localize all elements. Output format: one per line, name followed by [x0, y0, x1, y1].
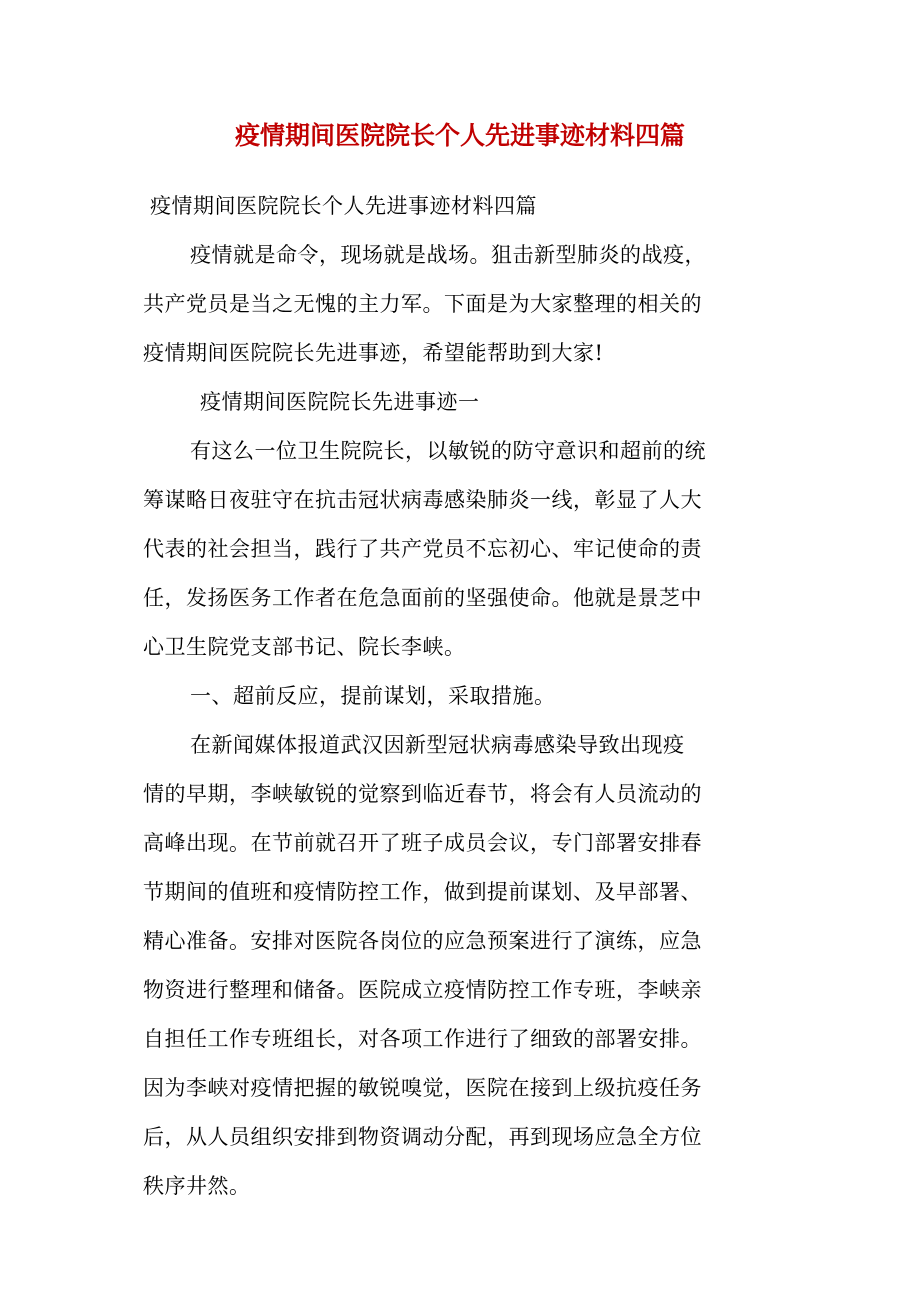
paragraph-line: 心卫生院党支部书记、院长李峡。	[143, 635, 466, 659]
paragraph-line: 物资进行整理和储备。医院成立疫情防控工作专班，李峡亲	[143, 978, 702, 1002]
document-title: 疫情期间医院院长个人先进事迹材料四篇	[234, 121, 685, 150]
paragraph-line: 在新闻媒体报道武汉因新型冠状病毒感染导致出现疫	[190, 733, 685, 757]
paragraph-line: 后，从人员组织安排到物资调动分配，再到现场应急全方位	[143, 1125, 702, 1149]
paragraph-line: 精心准备。安排对医院各岗位的应急预案进行了演练，应急	[143, 929, 702, 953]
paragraph-line: 代表的社会担当，践行了共产党员不忘初心、牢记使命的责	[143, 537, 702, 561]
paragraph-line: 有这么一位卫生院院长，以敏锐的防守意识和超前的统	[190, 439, 706, 463]
paragraph-line: 疫情期间医院院长先进事迹，希望能帮助到大家!	[143, 341, 604, 365]
paragraph-line: 自担任工作专班组长，对各项工作进行了细致的部署安排。	[143, 1027, 702, 1051]
paragraph-line: 任，发扬医务工作者在危急面前的坚强使命。他就是景芝中	[143, 586, 702, 610]
paragraph-line: 节期间的值班和疫情防控工作，做到提前谋划、及早部署、	[143, 880, 702, 904]
paragraph-line: 共产党员是当之无愧的主力军。下面是为大家整理的相关的	[143, 292, 702, 316]
paragraph-line: 因为李峡对疫情把握的敏锐嗅觉，医院在接到上级抗疫任务	[143, 1076, 702, 1100]
paragraph-line: 秩序井然。	[143, 1174, 251, 1198]
paragraph-line: 疫情就是命令，现场就是战场。狙击新型肺炎的战疫，	[190, 243, 706, 267]
subtitle-line: 疫情期间医院院长个人先进事迹材料四篇	[150, 194, 537, 218]
section-heading: 一、超前反应，提前谋划，采取措施。	[190, 684, 556, 708]
paragraph-line: 筹谋略日夜驻守在抗击冠状病毒感染肺炎一线，彰显了人大	[143, 488, 702, 512]
paragraph-line: 情的早期，李峡敏锐的觉察到临近春节，将会有人员流动的	[143, 782, 702, 806]
paragraph-line: 高峰出现。在节前就召开了班子成员会议，专门部署安排春	[143, 831, 702, 855]
section-heading: 疫情期间医院院长先进事迹一	[200, 390, 480, 414]
